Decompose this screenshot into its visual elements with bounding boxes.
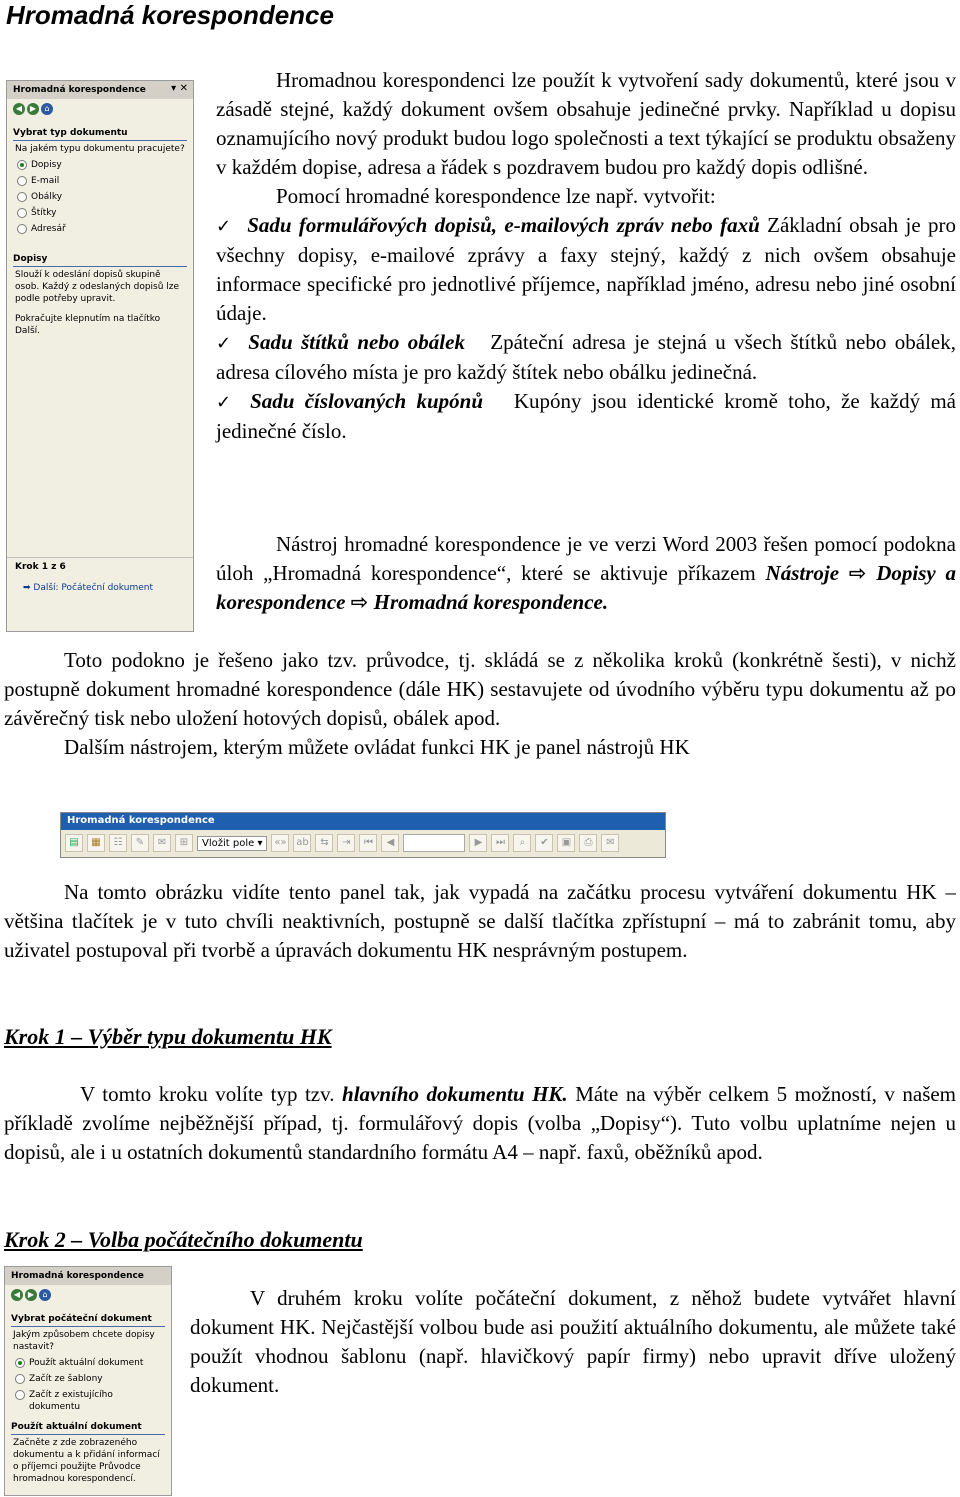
option-template[interactable]: Začít ze šablony	[29, 1373, 163, 1385]
find-entry-icon[interactable]: ⌕	[513, 834, 531, 852]
highlight-fields-icon[interactable]: ab	[293, 834, 311, 852]
view-merged-icon[interactable]: «»	[271, 834, 289, 852]
mail-merge-toolbar	[60, 812, 666, 858]
checkmark-icon: ✓	[216, 216, 234, 237]
option-existing-document[interactable]: Začít z existujícího dokumentu	[29, 1389, 163, 1413]
home-icon[interactable]: ⌂	[39, 1289, 51, 1301]
forward-icon[interactable]: ▶	[27, 103, 39, 115]
main-document-icon[interactable]: ▤	[65, 834, 83, 852]
back-icon[interactable]: ◀	[13, 103, 25, 115]
arrow-icon: ⇨	[350, 590, 369, 614]
check-errors-icon[interactable]: ✔	[535, 834, 553, 852]
tool-paragraph: Nástroj hromadné korespondence je ve verzi Word 2003 řešen pomocí podokna úloh „Hromadná korespondence“, které se aktivuje příkazem Nástroje ⇨ Dopisy a korespondence ⇨ Hromadná korespondence.	[216, 532, 957, 614]
list-item: ✓ Sadu štítků nebo obálek Zpáteční adresa je stejná u všech štítků nebo obálek, adresa cílového místa je pro každý štítek nebo obálku jedinečná.	[216, 330, 957, 384]
wizard-paragraph: Toto podokno je řešeno jako tzv. průvodce, tj. skládá se z několika kroků (konkrétně šesti), v nichž postupně dokument hromadné korespondence (dále HK) sestavujete od úvodního výběru typu dokumentu až po závěrečný tisk nebo uložení hotových dopisů, obálek apod. Dalším nástrojem, kterým můžete ovládat funkci HK je panel nástrojů HK	[4, 646, 956, 762]
toolbar-intro: Dalším nástrojem, kterým můžete ovládat funkci HK je panel nástrojů HK	[64, 735, 690, 759]
step1-paragraph: V tomto kroku volíte typ tzv. hlavního dokumentu HK. Máte na výběr celkem 5 možností, v našem příkladě zvolíme nejběžnější případ, tj. formulářový dopis (volba „Dopisy“). Tuto volbu uplatníme nejen u dopisů, ale i u ostatních dokumentů standardního formátu A4 – např. faxů, oběžníků apod.	[4, 1082, 957, 1164]
insert-address-icon[interactable]: ✎	[131, 834, 149, 852]
last-record-icon[interactable]: ⏭	[491, 834, 509, 852]
task-pane-step2	[4, 1266, 172, 1496]
merge-to-printer-icon[interactable]: ⎙	[579, 834, 597, 852]
first-record-icon[interactable]: ⏮	[359, 834, 377, 852]
pane-title: Hromadná korespondence ▾ ✕	[7, 81, 193, 99]
pane-nav	[7, 99, 193, 119]
merge-to-document-icon[interactable]: ▣	[557, 834, 575, 852]
toolbar-description: Na tomto obrázku vidíte tento panel tak, jak vypadá na začátku procesu vytváření dokumentu HK – většina tlačítek je v tuto chvíli neaktivních, postupně se další tlačítka zpřístupní – má to zabránit tomu, aby uživatel postupoval při tvorbě a úpravách dokumentu HK nesprávným postupem.	[4, 880, 956, 962]
option-obalky[interactable]: Obálky	[31, 191, 185, 203]
match-fields-icon[interactable]: ⇆	[315, 834, 333, 852]
home-icon[interactable]: ⌂	[41, 103, 53, 115]
back-icon[interactable]: ◀	[11, 1289, 23, 1301]
record-number-input[interactable]	[403, 834, 465, 852]
option-stitky[interactable]: Štítky	[31, 207, 185, 219]
pane-question: Na jakém typu dokumentu pracujete?	[15, 144, 185, 154]
previous-record-icon[interactable]: ◀	[381, 834, 399, 852]
checkmark-icon: ✓	[216, 392, 237, 413]
close-icon[interactable]: ▾ ✕	[171, 83, 188, 94]
list-item: ✓ Sadu číslovaných kupónů Kupóny jsou identické kromě toho, že každý má jedinečné číslo.	[216, 389, 956, 443]
arrow-icon: ⇨	[848, 561, 867, 585]
pane-question: Jakým způsobem chcete dopisy nastavit?	[13, 1330, 155, 1352]
next-record-icon[interactable]: ▶	[469, 834, 487, 852]
pane-section-heading: Vybrat typ dokumentu	[13, 127, 187, 141]
step-indicator: Krok 1 z 6	[15, 562, 66, 572]
next-link[interactable]: ➡ Další: Počáteční dokument	[23, 583, 153, 593]
toolbar-title: Hromadná korespondence	[61, 813, 665, 830]
pane-description: Začněte z zde zobrazeného dokumentu a k přidání informací o příjemci použijte Průvodce hromadnou korespondencí.	[13, 1438, 160, 1484]
option-email[interactable]: E-mail	[31, 175, 185, 187]
step2-paragraph: V druhém kroku volíte počáteční dokument, z něhož budete vytvářet hlavní dokument HK. Nejčastější volbou bude asi použití aktuálního dokumentu, ale můžete také použít vhodnou šablonu (např. hlavičkový papír firmy) nebo upravit dříve uložený dokument.	[190, 1286, 956, 1397]
option-current-document[interactable]: Použít aktuální dokument	[29, 1357, 163, 1369]
pane-description: Slouží k odeslání dopisů skupině osob. Každý z odeslaných dopisů lze podle potřeby upravit.	[15, 270, 180, 304]
intro-create: Pomocí hromadné korespondence lze např. vytvořit:	[276, 184, 716, 208]
open-data-source-icon[interactable]: ▦	[87, 834, 105, 852]
option-adresar[interactable]: Adresář	[31, 223, 185, 235]
task-pane-step1	[6, 80, 194, 632]
merge-to-email-icon[interactable]: ✉	[601, 834, 619, 852]
step2-heading: Krok 2 – Volba počátečního dokumentu	[4, 1227, 363, 1252]
list-item: ✓ Sadu formulářových dopisů, e-mailových zpráv nebo faxů Základní obsah je pro všechny dopisy, e-mailové zprávy a faxy stejný, každý z nich ovšem obsahuje informace specifické pro jednotlivé příjemce, například jméno, adresu nebo jiné osobní údaje.	[216, 213, 956, 325]
intro-block	[216, 66, 956, 446]
insert-greeting-icon[interactable]: ✉	[153, 834, 171, 852]
pane-title: Hromadná korespondence	[5, 1267, 171, 1285]
propagate-labels-icon[interactable]: ⇥	[337, 834, 355, 852]
forward-icon[interactable]: ▶	[25, 1289, 37, 1301]
recipients-icon[interactable]: ☷	[109, 834, 127, 852]
pane-section-heading: Dopisy	[13, 253, 187, 267]
step1-heading: Krok 1 – Výběr typu dokumentu HK	[4, 1024, 332, 1049]
page-title: Hromadná korespondence	[6, 0, 334, 30]
pane-continue: Pokračujte klepnutím na tlačítko Další.	[15, 314, 161, 336]
insert-field-icon[interactable]: ⊞	[175, 834, 193, 852]
intro-paragraph: Hromadnou korespondenci lze použít k vytvoření sady dokumentů, které jsou v zásadě stejné, každý dokument ovšem obsahuje jedinečné prvky. Například u dopisu oznamujícího nový produkt budou logo společnosti a text týkající se produktu obsaženy v každém dopise, adresa a řádek s pozdravem budou pro každý dopis odlišné.	[216, 68, 956, 179]
checkmark-icon: ✓	[216, 333, 235, 354]
pane-section-heading: Vybrat počáteční dokument	[11, 1313, 165, 1327]
arrow-right-icon: ➡	[23, 583, 34, 593]
pane-section-heading: Použít aktuální dokument	[11, 1421, 165, 1435]
option-dopisy[interactable]: Dopisy	[31, 159, 185, 171]
pane-nav	[5, 1285, 171, 1305]
insert-word-field-dropdown[interactable]: Vložit pole ▾	[197, 836, 267, 851]
